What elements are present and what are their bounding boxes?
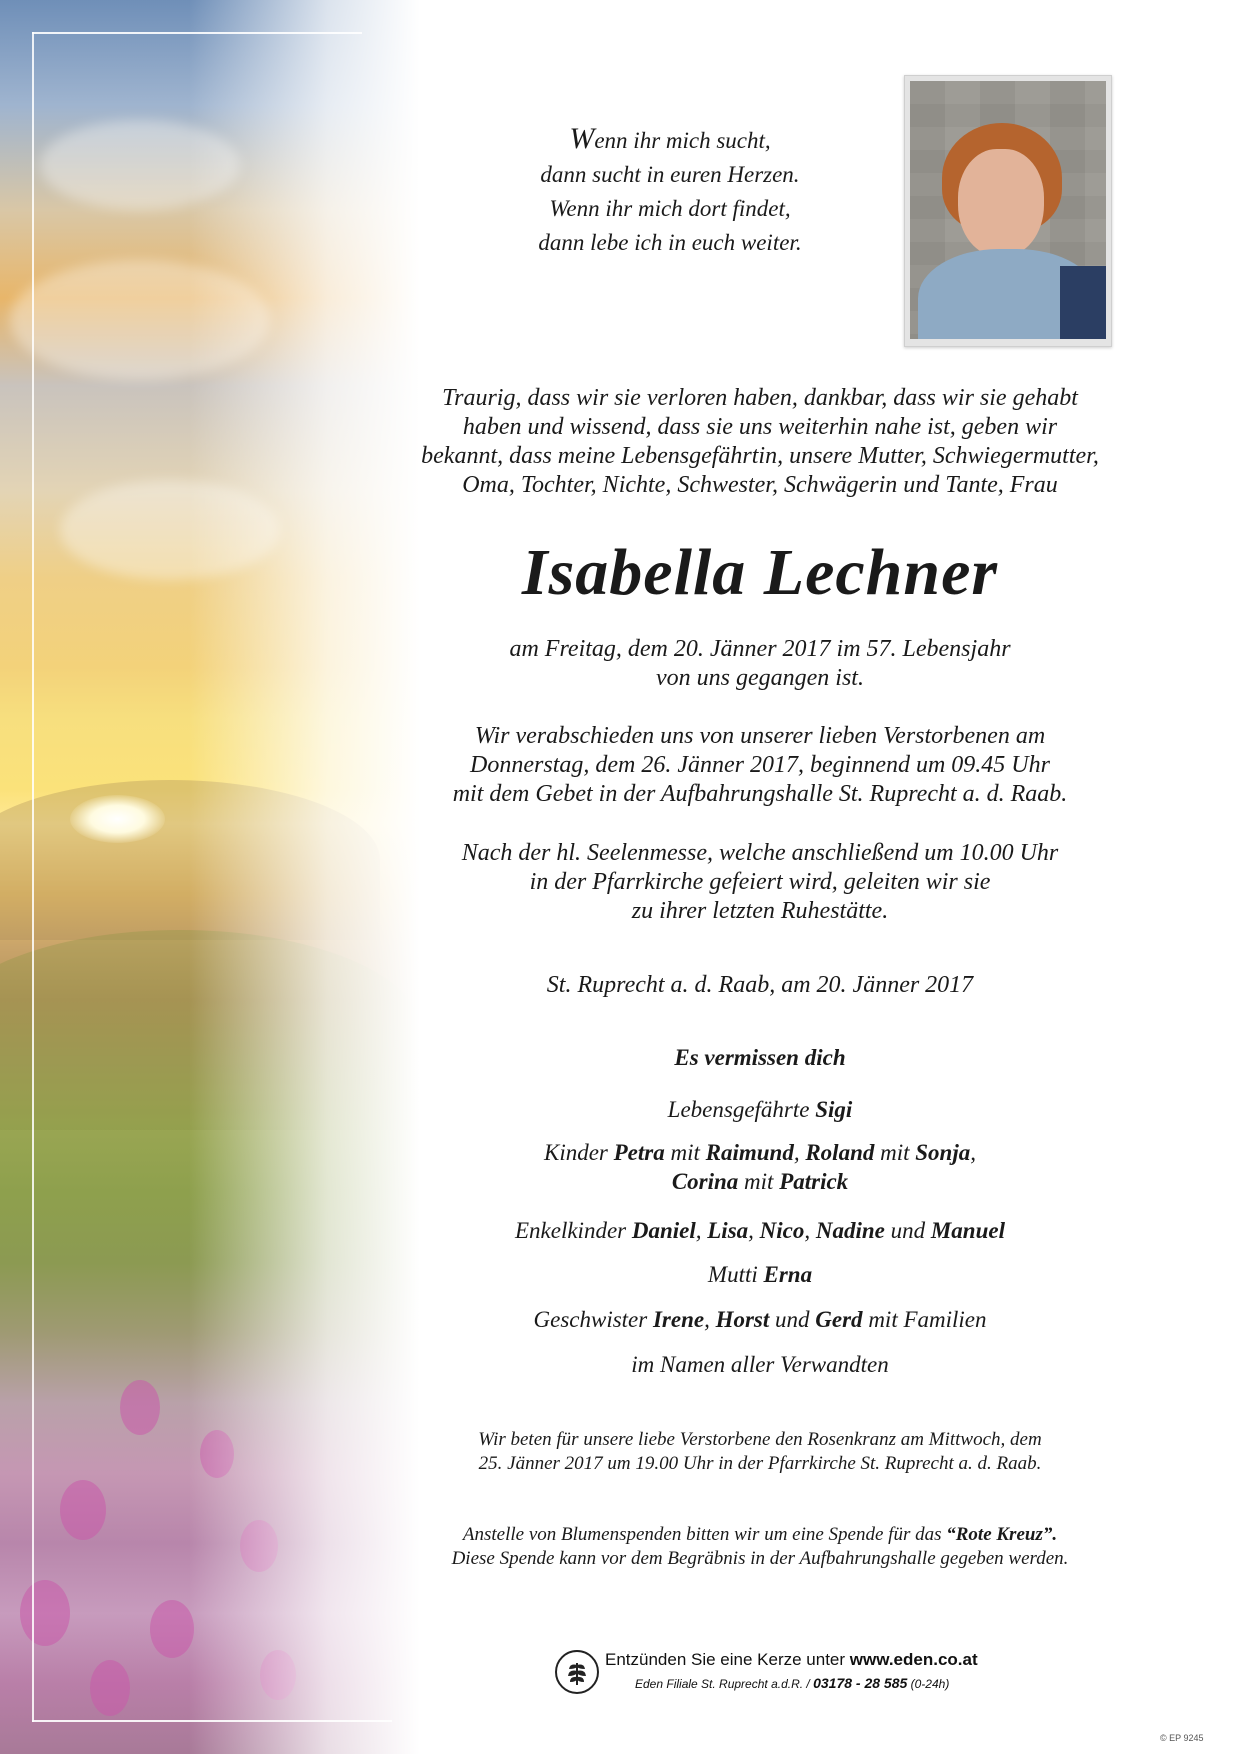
notice-content bbox=[380, 0, 1180, 1754]
footer-branding bbox=[555, 1648, 995, 1698]
portrait-frame bbox=[904, 75, 1112, 347]
mourner-grandchildren: Enkelkinder Daniel, Lisa, Nico, Nadine und Manuel bbox=[514, 1218, 1005, 1243]
frame-line bbox=[32, 1720, 392, 1722]
print-code: © EP 9245 bbox=[1160, 1733, 1204, 1743]
rosary-note: Wir beten für unsere liebe Verstorbene den Rosenkranz am Mittwoch, dem 25. Jänner 2017 um 19.00 Uhr in der Pfarrkirche St. Ruprecht a. d. Raab. bbox=[478, 1429, 1042, 1474]
website-link[interactable]: www.eden.co.at bbox=[849, 1650, 978, 1669]
branch-contact: Eden Filiale St. Ruprecht a.d.R. / 03178 - 28 585 (0-24h) bbox=[635, 1675, 950, 1691]
landscape-background-image bbox=[0, 0, 420, 1754]
farewell-text: Wir verabschieden uns von unserer lieben Verstorbenen am Donnerstag, dem 26. Jänner 2017, beginnend um 09.45 Uhr mit dem Gebet in der Aufbahrungshalle St. Ruprecht a. d. Raab. bbox=[452, 723, 1068, 807]
deceased-name: Isabella Lechner bbox=[521, 536, 999, 609]
place-date: St. Ruprecht a. d. Raab, am 20. Jänner 2017 bbox=[546, 972, 974, 998]
mourner-partner: Lebensgefährte Sigi bbox=[667, 1097, 853, 1122]
sun bbox=[70, 795, 165, 843]
donation-note: Anstelle von Blumenspenden bitten wir um eine Spende für das “Rote Kreuz”. Diese Spende kann vor dem Begräbnis in der Aufbahrungshalle gegeben werden. bbox=[451, 1524, 1069, 1569]
mourner-mother: Mutti Erna bbox=[707, 1262, 813, 1287]
death-date-text: am Freitag, dem 20. Jänner 2017 im 57. Lebensjahr von uns gegangen ist. bbox=[509, 636, 1011, 691]
announcement-text: Traurig, dass wir sie verloren haben, dankbar, dass wir sie gehabt haben und wissend, dass sie uns weiterhin nahe ist, geben wir bekannt, dass meine Lebensgefährtin, unsere Mutter, Schwiegermutter, Oma, Tochter, Nichte, Schwester, Schwägerin und Tante, Frau bbox=[421, 385, 1099, 498]
mourners-heading: Es vermissen dich bbox=[674, 1045, 846, 1070]
candle-link-text: Entzünden Sie eine Kerze unter www.eden.co.at bbox=[605, 1650, 978, 1669]
memorial-quote: Wenn ihr mich sucht, dann sucht in euren Herzen. Wenn ihr mich dort findet, dann lebe ich in euch weiter. bbox=[538, 122, 802, 255]
mass-text: Nach der hl. Seelenmesse, welche anschließend um 10.00 Uhr in der Pfarrkirche gefeiert wird, geleiten wir sie zu ihrer letzten Ruhestätte. bbox=[461, 840, 1059, 924]
mourner-closing: im Namen aller Verwandten bbox=[631, 1352, 889, 1377]
portrait-photo bbox=[910, 81, 1106, 339]
mourner-children: Kinder Petra mit Raimund, Roland mit Sonja, Corina mit Patrick bbox=[543, 1140, 976, 1194]
leaf-emblem-icon bbox=[555, 1650, 599, 1694]
frame-line bbox=[32, 32, 34, 1722]
mourner-siblings: Geschwister Irene, Horst und Gerd mit Familien bbox=[533, 1307, 987, 1332]
frame-line bbox=[32, 32, 362, 34]
